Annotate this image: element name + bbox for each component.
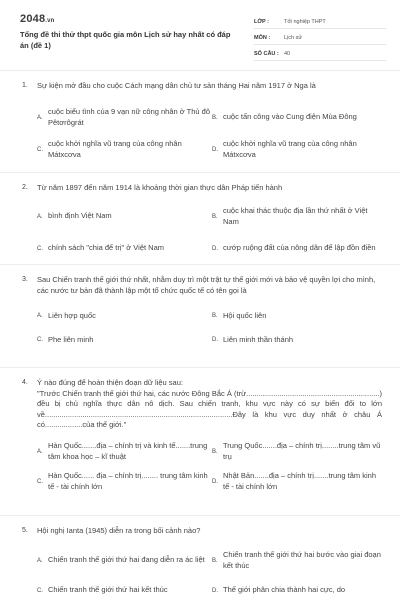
option-text: cuộc khởi nghĩa vũ trang của công nhân Mátxcơva: [48, 139, 182, 159]
option-letter: C.: [37, 587, 43, 594]
option-letter: D.: [212, 587, 218, 594]
option-text: Liên hợp quốc: [48, 310, 96, 320]
option-letter: C.: [37, 146, 43, 153]
option-a[interactable]: [37, 102, 212, 134]
option-a[interactable]: [37, 437, 212, 467]
answer-options: [37, 304, 382, 352]
option-text: Chiến tranh thế giới thứ hai kết thúc: [48, 585, 168, 595]
option-b[interactable]: [212, 102, 382, 134]
option-c[interactable]: [37, 134, 212, 166]
question-text: Hội nghị Ianta (1945) diễn ra trong bối cảnh nào?: [37, 526, 201, 535]
option-letter: D.: [212, 245, 218, 252]
logo-tld: .vn: [45, 18, 55, 24]
question-1: [0, 70, 400, 172]
exam-title: Tổng đề thi thử thpt quốc gia môn Lịch sử hay nhất có đáp án (đề 1): [20, 30, 231, 50]
option-text: Phe liên minh: [48, 334, 94, 344]
option-letter: D.: [212, 337, 218, 343]
exam-meta: [254, 15, 386, 63]
option-b[interactable]: [212, 546, 382, 576]
question-number: 5.: [22, 527, 28, 534]
option-a[interactable]: [37, 546, 212, 576]
option-letter: A.: [37, 114, 43, 121]
meta-value: Tốt nghiệp THPT: [284, 18, 326, 25]
option-letter: C.: [37, 245, 43, 252]
logo-text: 2048: [20, 13, 46, 25]
meta-row-count: [254, 47, 386, 61]
option-text: cướp ruộng đất của nông dân để lập đồn điền: [223, 243, 376, 253]
question-list: [0, 70, 400, 600]
option-text: Chiến tranh thế giới thứ hai bước vào giai đoạn kết thúc: [223, 550, 381, 570]
question-5: [0, 515, 400, 600]
question-quote: "Trước Chiến tranh thế giới thứ hai, các nước Đông Bắc Á (trừ................................................................) đều bị chủ nghĩa thực dân nô dịch. Sau chiến tranh, khu vực này có sự biến đổi to lớn về..........................................................................................Đây là khu vực duy nhất ở châu Á có..................của thế giới.": [37, 388, 382, 429]
option-letter: B.: [212, 114, 218, 121]
question-number: 2.: [22, 184, 28, 191]
option-text: Chiến tranh thế giới thứ hai đang diễn ra ác liệt: [48, 555, 205, 565]
option-b[interactable]: [212, 304, 382, 328]
option-c[interactable]: [37, 576, 212, 600]
meta-label: SỐ CÂU :: [254, 50, 279, 57]
option-text: cuộc biểu tình của 9 vạn nữ công nhân ở Thủ đô Pêtơrôgrát: [48, 107, 210, 127]
option-text: Hàn Quốc.......địa – chính trị và kinh tế.......trung tâm khoa học – kĩ thuật: [48, 441, 208, 461]
option-letter: A.: [37, 313, 43, 319]
option-a[interactable]: [37, 201, 212, 233]
option-c[interactable]: [37, 467, 212, 497]
option-b[interactable]: [212, 437, 382, 467]
answer-options: [37, 201, 382, 265]
page-header: [0, 0, 400, 70]
meta-row-subject: [254, 31, 386, 45]
question-text: Sự kiện mở đầu cho cuộc Cách mạng dân chủ tư sản tháng Hai năm 1917 ở Nga là: [37, 81, 316, 90]
question-text: Từ năm 1897 đến năm 1914 là khoảng thời gian thực dân Pháp tiến hành: [37, 183, 283, 192]
option-text: Hội quốc liên: [223, 310, 267, 320]
question-text: Sau Chiến tranh thế giới thứ nhất, nhằm duy trì một trật tự thế giới mới và bảo vệ quyền lợi cho mình, các nước tư bản đã thành lập một tổ chức quốc tế có tên gọi là: [37, 275, 376, 295]
option-d[interactable]: [212, 233, 382, 265]
meta-row-class: [254, 15, 386, 29]
option-d[interactable]: [212, 467, 382, 497]
option-text: Thế giới phân chia thành hai cực, do: [223, 585, 346, 595]
option-text: cuộc khai thác thuộc địa lần thứ nhất ở Việt Nam: [223, 206, 368, 226]
question-2: [0, 172, 400, 264]
meta-value: Lịch sử: [284, 34, 303, 41]
question-number: 3.: [22, 276, 28, 283]
option-c[interactable]: [37, 328, 212, 352]
option-d[interactable]: [212, 134, 382, 166]
option-letter: A.: [37, 213, 43, 220]
option-d[interactable]: [212, 576, 382, 600]
option-c[interactable]: [37, 233, 212, 265]
question-number: 4.: [22, 379, 28, 386]
option-letter: D.: [212, 146, 218, 153]
meta-label: LỚP :: [254, 18, 269, 25]
option-text: cuộc tấn công vào Cung điện Mùa Đông: [223, 112, 357, 122]
option-text: Trung Quốc.......địa – chính trị........trung tâm vũ trụ: [223, 441, 381, 461]
option-text: Hàn Quốc...... địa – chính trị........ trung tâm kinh tế - tài chính lớn: [48, 471, 208, 491]
answer-options: [37, 102, 382, 166]
option-b[interactable]: [212, 201, 382, 233]
option-letter: A.: [37, 448, 43, 455]
option-letter: B.: [212, 313, 218, 319]
answer-options: [37, 546, 382, 600]
option-text: bình định Việt Nam: [48, 211, 112, 221]
option-text: chính sách "chia để trị" ở Việt Nam: [48, 243, 164, 253]
option-text: Nhật Bản.......địa – chính trị.......trung tâm kinh tế - tài chính lớn: [223, 471, 376, 491]
option-text: Liên minh thần thánh: [223, 334, 294, 344]
option-a[interactable]: [37, 304, 212, 328]
question-4: [0, 367, 400, 515]
meta-value: 40: [284, 50, 291, 57]
question-number: 1.: [22, 82, 28, 89]
option-d[interactable]: [212, 328, 382, 352]
question-3: [0, 264, 400, 367]
option-letter: B.: [212, 448, 218, 455]
option-letter: D.: [212, 478, 218, 485]
option-letter: C.: [37, 337, 43, 343]
option-letter: A.: [37, 557, 43, 564]
site-logo[interactable]: [20, 13, 55, 25]
option-letter: B.: [212, 557, 218, 564]
option-text: cuộc khởi nghĩa vũ trang của công nhân Mátxcơva: [223, 139, 357, 159]
question-text: Ý nào đúng để hoàn thiện đoạn dữ liệu sau:: [37, 378, 183, 387]
option-letter: B.: [212, 213, 218, 220]
option-letter: C.: [37, 478, 43, 485]
meta-label: MÔN :: [254, 34, 271, 41]
answer-options: [37, 437, 382, 497]
